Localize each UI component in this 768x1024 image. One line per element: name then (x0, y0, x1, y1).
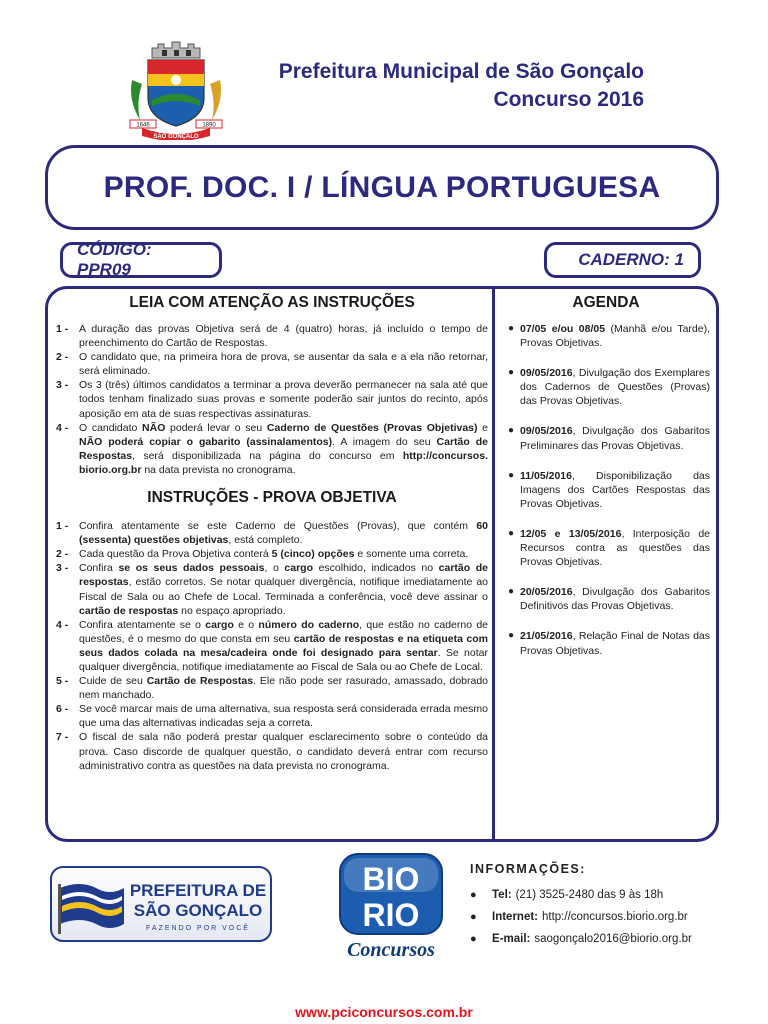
exam-title: PROF. DOC. I / LÍNGUA PORTUGUESA (103, 170, 661, 204)
item-number: 4 - (56, 421, 69, 434)
agenda-title: AGENDA (572, 294, 640, 311)
list-item (56, 350, 488, 378)
agenda-item (502, 585, 710, 613)
prefeitura-logo-line1: PREFEITURA DE (129, 881, 267, 900)
info-internet-row (470, 906, 730, 928)
agenda-item (502, 629, 710, 657)
bullet-icon: ● (507, 367, 515, 379)
agenda-item-text: 20/05/2016, Divulgação dos Gabaritos Definitivos das Provas Objetivas. (520, 586, 710, 613)
item-number: 3 - (56, 562, 69, 575)
item-text: Se você marcar mais de uma alternativa, sua resposta será considerada errada mesmo que uma das alternativas indicadas seja a correta. (79, 703, 488, 730)
item-number: 1 - (56, 323, 69, 335)
prefeitura-logo-line2: SÃO GONÇALO (133, 901, 263, 920)
biorio-logo (332, 852, 450, 962)
instructions-title: LEIA COM ATENÇÃO AS INSTRUÇÕES (129, 294, 415, 311)
agenda-item-text: 21/05/2016, Relação Final de Notas das Provas Objetivas. (520, 630, 710, 657)
item-text: Cada questão da Prova Objetiva conterá 5 (cinco) opções e somente uma correta. (79, 548, 469, 561)
info-phone-row (470, 884, 730, 906)
agenda-item-text: 09/05/2016, Divulgação dos Gabaritos Preliminares das Provas Objetivas. (520, 425, 710, 452)
caderno-label: CADERNO: 1 (578, 250, 684, 269)
item-number: 4 - (56, 618, 69, 631)
bullet-icon: ● (507, 469, 515, 481)
item-text: O fiscal de sala não poderá prestar qualquer esclarecimento sobre o conteúdo da prova. Caso discorde de qualquer questão, o candidato deverá entrar com recurso administrativo contra as questões na data prevista no cronograma. (79, 731, 488, 772)
agenda-item (502, 366, 710, 408)
phone-label: Tel: (492, 889, 512, 901)
instructions-column (56, 292, 488, 773)
item-number: 5 - (56, 675, 69, 688)
internet-link[interactable]: http://concursos.biorio.org.br (542, 911, 688, 923)
item-number: 7 - (56, 731, 69, 744)
list-item (56, 519, 488, 547)
code-badge (60, 242, 222, 278)
item-text: Cuide de seu Cartão de Respostas. Ele não pode ser rasurado, amassado, dobrado nem manchado. (79, 675, 489, 702)
crest-year-right: 1890 (202, 122, 216, 129)
internet-label: Internet: (492, 911, 538, 923)
crest-banner-text: SÃO GONÇALO (153, 134, 199, 140)
crest-year-left: 1646 (136, 122, 150, 129)
caderno-badge (544, 242, 701, 278)
bullet-icon: ● (507, 527, 515, 539)
header-titles (250, 58, 644, 114)
agenda-item-text: 12/05 e 13/05/2016, Interposição de Recursos contra as questões das Provas Objetivas. (520, 527, 710, 569)
bullet-icon: ● (470, 911, 477, 923)
prefeitura-logo (50, 866, 272, 942)
list-item (56, 618, 488, 674)
biorio-logo-tagline: Concursos (347, 939, 435, 961)
list-item (56, 378, 488, 420)
info-title: INFORMAÇÕES: (470, 862, 586, 876)
biorio-logo-word2: RIO (362, 897, 420, 933)
agenda-item (502, 469, 710, 511)
item-number: 3 - (56, 379, 69, 392)
list-item (56, 674, 488, 702)
objective-instructions-list (56, 519, 488, 773)
objective-title: INSTRUÇÕES - PROVA OBJETIVA (147, 489, 397, 507)
info-email-row (470, 928, 730, 950)
list-item (56, 730, 488, 772)
item-text: Confira atentamente se o cargo e o número do caderno, que estão no caderno de questões, é o mesmo do que consta em seu cartão de respostas e na etiqueta com seus dados colada na mesa/cadeira onde foi designado para sentar. Se notar qualquer divergência, notifique imediatamente ao Fiscal de Sala ou ao Chefe de Local. (79, 618, 489, 673)
item-text: O candidato que, na primeira hora de prova, se ausentar da sala e a ela não retornar, será eliminado. (79, 351, 488, 378)
bullet-icon: ● (507, 630, 515, 642)
agenda-item (502, 424, 710, 452)
item-text: Confira atentamente se este Caderno de Questões (Provas), que contém 60 (sessenta) questões objetivas, está completo. (79, 520, 488, 547)
item-text: A duração das provas Objetiva será de 4 (quatro) horas, já incluído o tempo de preenchimento do Cartão de Respostas. (79, 323, 488, 350)
list-item (56, 702, 488, 730)
item-number: 1 - (56, 520, 69, 533)
list-item (56, 561, 488, 617)
agenda-item (502, 322, 710, 350)
list-item (56, 322, 488, 350)
agenda-list (502, 322, 710, 658)
contest-name: Concurso 2016 (493, 88, 644, 111)
agenda-item-text: 11/05/2016, Disponibilização das Imagens dos Cartões Respostas das Provas Objetivas. (520, 469, 710, 510)
list-item (56, 547, 488, 561)
agenda-item-text: 07/05 e/ou 08/05 (Manhã e/ou Tarde), Provas Objetivas. (520, 323, 710, 350)
bullet-icon: ● (507, 586, 515, 598)
org-name: Prefeitura Municipal de São Gonçalo (278, 60, 644, 83)
list-item (56, 421, 488, 477)
item-text: Os 3 (três) últimos candidatos a terminar a prova deverão permanecer na sala até que todos tenham finalizado suas provas e somente poderão sair juntos do recinto, após aposição em ata de suas respectivas assinaturas. (79, 379, 488, 420)
bullet-icon: ● (470, 933, 477, 945)
phone-value: (21) 3525-2480 das 9 às 18h (515, 889, 664, 901)
exam-title-box (45, 145, 719, 230)
agenda-item (502, 527, 710, 569)
email-label: E-mail: (492, 933, 531, 945)
biorio-logo-word1: BIO (362, 861, 420, 897)
prefeitura-logo-tagline: FAZENDO POR VOCÊ (146, 925, 250, 932)
item-text: Confira se os seus dados pessoais, o cargo escolhido, indicados no cartão de respostas, estão corretos. Se notar qualquer divergência, notifique imediatamente ao Fiscal de Sala ou ao Chefe de Local. Terminada a conferência, você deve assinar o cartão de respostas no espaço apropriado. (79, 562, 489, 617)
instructions-list (56, 322, 488, 477)
agenda-item-text: 09/05/2016, Divulgação dos Exemplares dos Cadernos de Questões (Provas) das Provas Objetivas. (520, 367, 710, 408)
agenda-column (502, 292, 710, 674)
email-link[interactable]: saogonçalo2016@biorio.org.br (534, 933, 692, 945)
item-number: 2 - (56, 548, 69, 561)
column-divider (492, 288, 495, 839)
footer-url[interactable]: www.pciconcursos.com.br (295, 1004, 473, 1020)
code-label: CÓDIGO: PPR09 (77, 240, 152, 279)
item-number: 2 - (56, 351, 69, 364)
bullet-icon: ● (470, 889, 477, 901)
item-number: 6 - (56, 703, 69, 716)
contact-info (470, 862, 730, 950)
bullet-icon: ● (507, 425, 515, 437)
item-text: O candidato NÃO poderá levar o seu Caderno de Questões (Provas Objetivas) e NÃO poderá copiar o gabarito (assinalamentos). A imagem do seu Cartão de Respostas, será disponibilizada na página do concurso em http://concursos. biorio.org.br na data prevista no cronograma. (79, 421, 488, 476)
sao-goncalo-coat-of-arms (122, 40, 230, 140)
bullet-icon: ● (507, 323, 515, 334)
